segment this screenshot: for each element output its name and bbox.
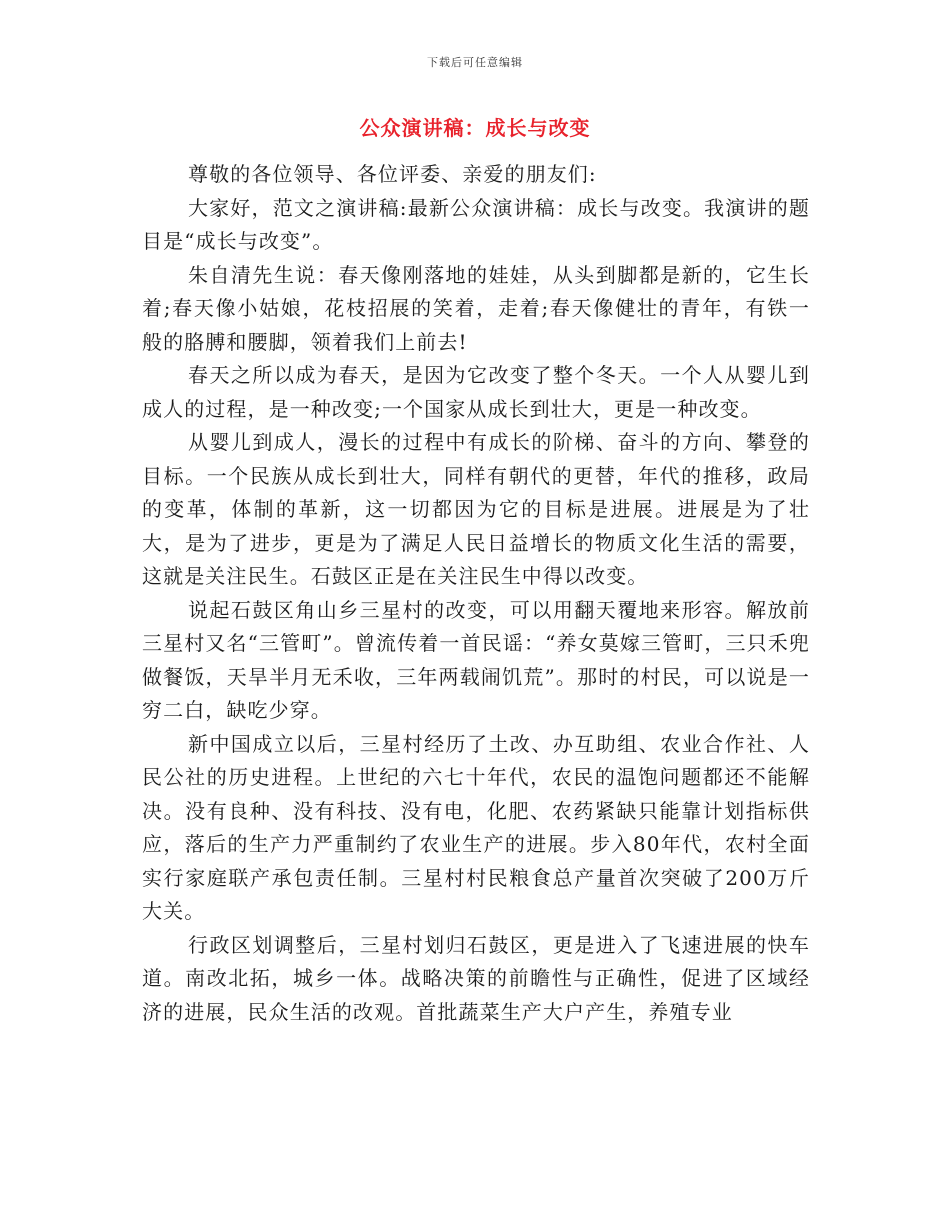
paragraph: 春天之所以成为春天，是因为它改变了整个冬天。一个人从婴儿到成人的过程，是一种改变;一个国家从成长到壮大，更是一种改变。 xyxy=(142,363,810,421)
paragraph: 朱自清先生说：春天像刚落地的娃娃，从头到脚都是新的，它生长着;春天像小姑娘，花枝招展的笑着，走着;春天像健壮的青年，有铁一般的胳膊和腰脚，领着我们上前去! xyxy=(142,262,810,354)
document-title: 公众演讲稿：成长与改变 xyxy=(359,116,591,140)
header-note: 下载后可任意编辑 xyxy=(427,56,523,69)
paragraph: 从婴儿到成人，漫长的过程中有成长的阶梯、奋斗的方向、攀登的目标。一个民族从成长到壮大，同样有朝代的更替，年代的推移，政局的变革，体制的革新，这一切都因为它的目标是进展。进展是为了壮大，是为了进步，更是为了满足人民日益增长的物质文化生活的需要，这就是关注民生。石鼓区正是在关注民生中得以改变。 xyxy=(142,430,810,588)
paragraph: 新中国成立以后，三星村经历了土改、办互助组、农业合作社、人民公社的历史进程。上世纪的六七十年代，农民的温饱问题都还不能解决。没有良种、没有科技、没有电，化肥、农药紧缺只能靠计划指标供应，落后的生产力严重制约了农业生产的进展。步入80年代，农村全面实行家庭联产承包责任制。三星村村民粮食总产量首次突破了200万斤大关。 xyxy=(142,731,810,923)
paragraph-salutation: 尊敬的各位领导、各位评委、亲爱的朋友们: xyxy=(188,162,597,186)
paragraph: 说起石鼓区角山乡三星村的改变，可以用翻天覆地来形容。解放前三星村又名“三管町”。曾流传着一首民谣：“养女莫嫁三管町，三只禾兜做餐饭，天旱半月无禾收，三年两载闹饥荒”。那时的村民，可以说是一穷二白，缺吃少穿。 xyxy=(142,597,810,722)
paragraph: 行政区划调整后，三星村划归石鼓区，更是进入了飞速进展的快车道。南改北拓，城乡一体。战略决策的前瞻性与正确性，促进了区域经济的进展，民众生活的改观。首批蔬菜生产大户产生，养殖专业 xyxy=(142,932,810,1024)
speech-body xyxy=(142,158,810,1029)
paragraph: 大家好，范文之演讲稿:最新公众演讲稿：成长与改变。我演讲的题目是“成长与改变”。 xyxy=(142,195,810,253)
